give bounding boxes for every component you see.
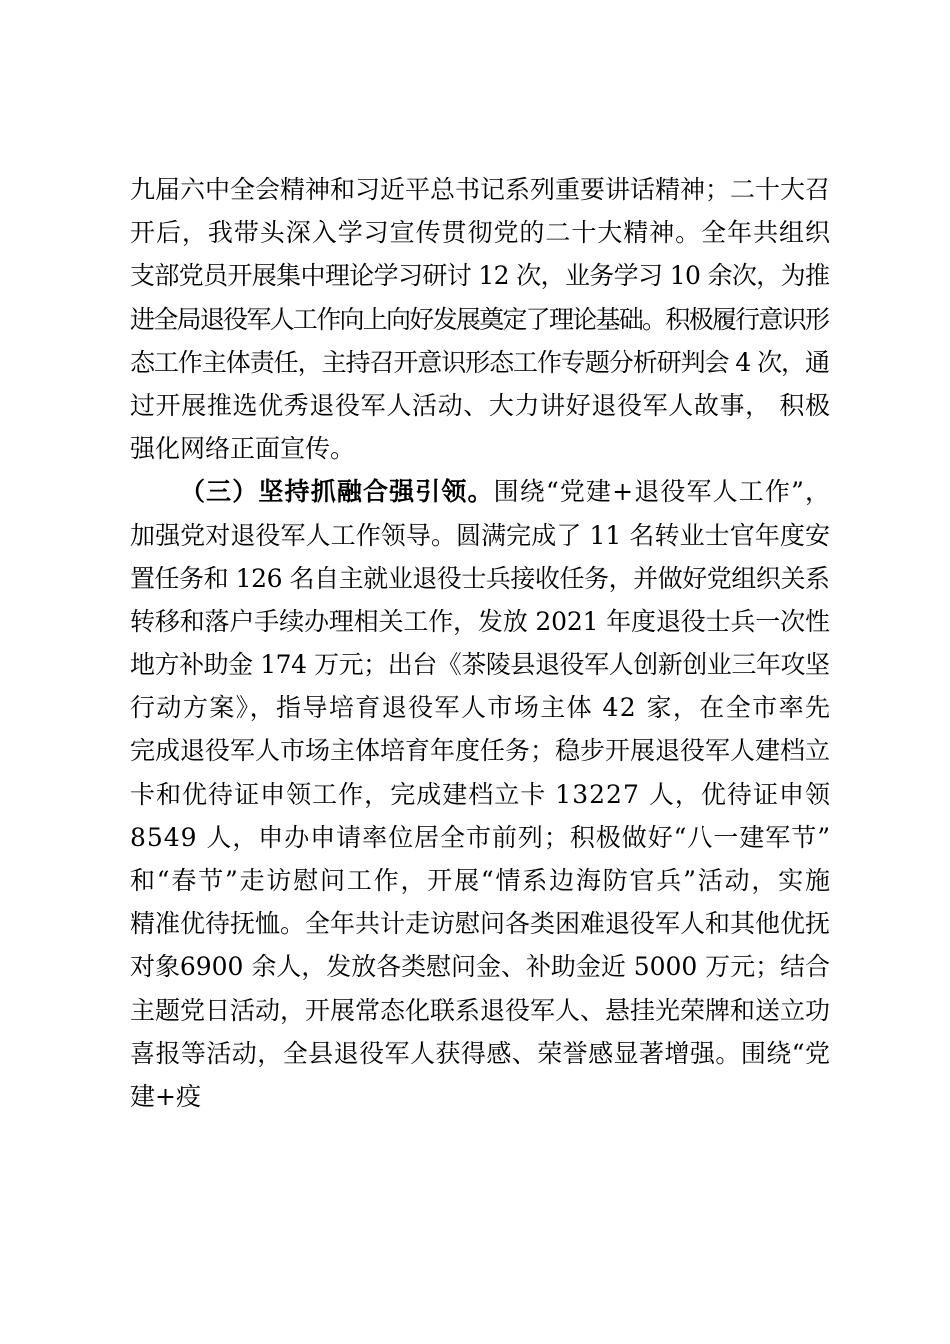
line-text: 建+疫 [130,1081,201,1111]
line-text: 强化网络正面宣传。 [130,434,356,464]
text-line [130,1075,830,1118]
text-line-first [130,470,830,513]
line-text: 主题党日活动，开展常态化联系退役军人、悬挂光荣牌和送立功 [130,995,830,1025]
line-text: 态工作主体责任，主持召开意识形态工作专题分析研判会 4 次，通 [130,347,829,377]
line-text: 支部党员开展集中理论学习研讨 12 次，业务学习 10 余次，为推 [130,261,830,291]
text-line [130,298,830,341]
text-line [130,254,830,297]
paragraph-study [130,168,830,470]
text-line [130,168,830,211]
document-body [130,168,830,1118]
line-text: 卡和优待证申领工作，完成建档立卡 13227 人，优待证申领 [130,779,832,809]
line-text: 喜报等活动，全县退役军人获得感、荣誉感显著增强。围绕“党 [130,1038,831,1068]
line-text: 九届六中全会精神和习近平总书记系列重要讲话精神；二十大召 [130,175,830,204]
line-text: 进全局退役军人工作向上向好发展奠定了理论基础。积极履行意识形 [130,304,829,334]
line-text: 围绕“党建+退役军人工作”， [493,477,832,507]
line-text: 转移和落户手续办理相关工作，发放 2021 年度退役士兵一次性 [130,606,830,636]
line-text: 和“春节”走访慰问工作，开展“情系边海防官兵”活动，实施 [130,866,832,895]
line-text: 地方补助金 174 万元；出台《茶陵县退役军人创新创业三年攻坚 [130,650,830,680]
line-text: 精准优待抚恤。全年共计走访慰问各类困难退役军人和其他优抚 [130,909,830,939]
text-line [130,729,830,772]
text-line [130,341,830,384]
text-line [130,859,830,902]
text-line [130,384,830,427]
text-line [130,816,830,859]
line-text: 行动方案》，指导培育退役军人市场主体 42 家，在全市率先 [130,693,832,723]
text-line [130,643,830,686]
line-text: 对象6900 余人，发放各类慰问金、补助金近 5000 万元；结合 [130,952,830,982]
text-line [130,989,830,1032]
line-text: 过开展推选优秀退役军人活动、大力讲好退役军人故事， 积极 [130,390,831,420]
text-line [130,902,830,945]
text-line [130,514,830,557]
line-text: 加强党对退役军人工作领导。圆满完成了 11 名转业士官年度安 [130,520,831,550]
text-line [130,211,830,254]
text-line [130,557,830,600]
text-line [130,773,830,816]
text-line [130,600,830,643]
text-line [130,1032,830,1075]
text-line [130,945,830,988]
line-text: 开后，我带头深入学习宣传贯彻党的二十大精神。全年共组织 [130,218,831,248]
text-line [130,427,830,470]
section-heading: （三）坚持抓融合强引领。 [180,477,494,507]
text-line [130,686,830,729]
line-text: 8549 人，申办申请率位居全市前列；积极做好“八一建军节” [130,822,831,852]
paragraph-integration [130,470,830,1118]
line-text: 完成退役军人市场主体培育年度任务；稳步开展退役军人建档立 [130,736,830,766]
line-text: 置任务和 126 名自主就业退役士兵接收任务，并做好党组织关系 [130,563,830,593]
